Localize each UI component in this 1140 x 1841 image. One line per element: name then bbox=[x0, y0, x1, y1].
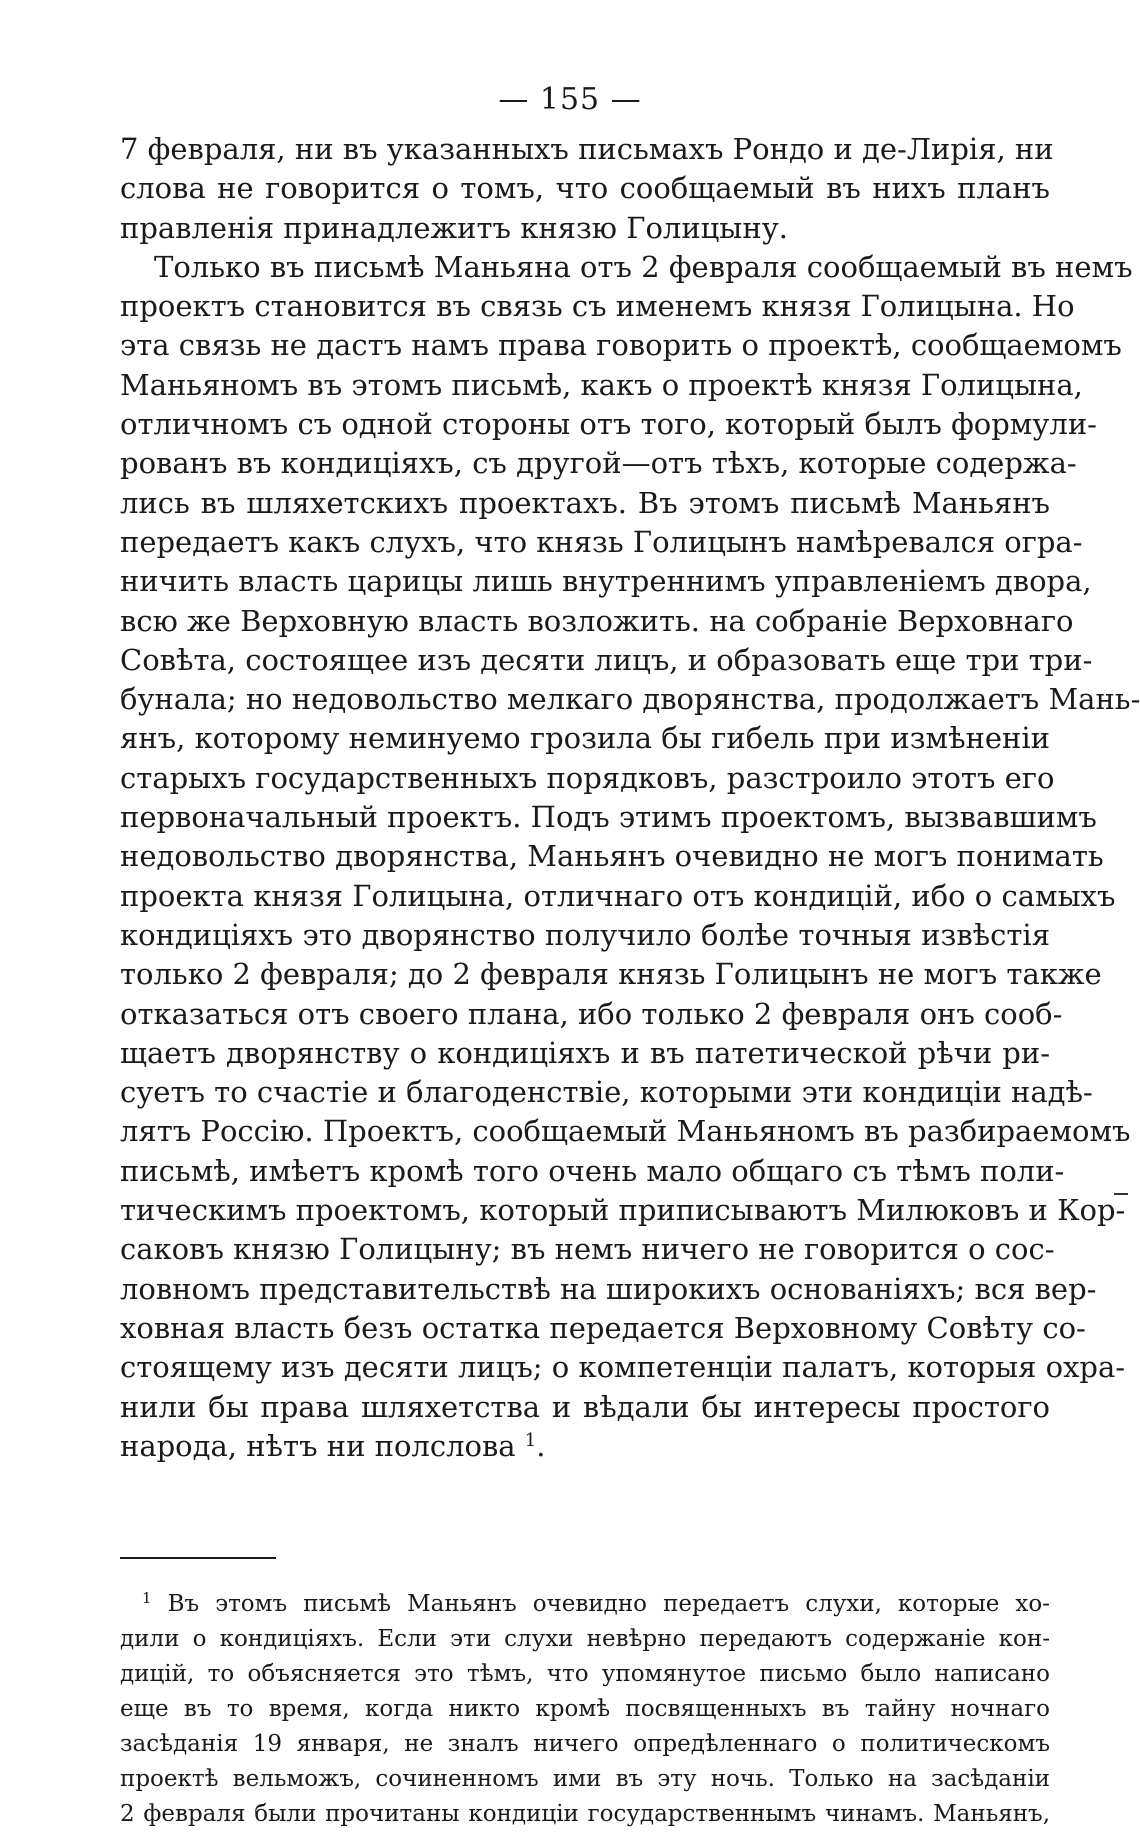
text-line: нили бы права шляхетства и вѣдали бы интересы простого bbox=[120, 1389, 1050, 1424]
main-text bbox=[120, 130, 1140, 1466]
text-line: отказаться отъ своего плана, ибо только 2 февраля онъ сооб- bbox=[120, 996, 1063, 1031]
text-line: 7 февраля, ни въ указанныхъ письмахъ Рондо и де-Лирія, ни bbox=[120, 132, 1054, 166]
text-line: передаетъ какъ слухъ, что князь Голицынъ намѣревался огра- bbox=[120, 524, 1083, 559]
text-line: отличномъ съ одной стороны отъ того, который былъ формули- bbox=[120, 407, 1097, 442]
text-line: старыхъ государственныхъ порядковъ, разстроило этотъ его bbox=[120, 760, 1055, 795]
text-line: эта связь не дастъ намъ права говорить о проектѣ, сообщаемомъ bbox=[120, 328, 1122, 363]
text-line: лятъ Россію. Проектъ, сообщаемый Маньяномъ въ разбираемомъ bbox=[120, 1114, 1131, 1149]
footnote-line-content: Въ этомъ письмѣ Маньянъ очевидно передаетъ слухи, которые хо- bbox=[167, 1591, 1051, 1617]
text-line: щаетъ дворянству о кондиціяхъ и въ патетической рѣчи ри- bbox=[120, 1035, 1050, 1070]
text-line: ловномъ представительствѣ на широкихъ основаніяхъ; вся вер- bbox=[120, 1271, 1097, 1306]
text-line: янъ, которому неминуемо грозила бы гибель при измѣненіи bbox=[120, 721, 1050, 756]
text-line: проекта князя Голицына, отличнаго отъ кондицій, ибо о самыхъ bbox=[120, 878, 1116, 913]
footnote bbox=[120, 1587, 1050, 1832]
text-line-last: народа, нѣтъ ни полслова $^1$. bbox=[120, 1428, 546, 1463]
page-number: — 155 — bbox=[498, 82, 642, 117]
text-line: недовольство дворянства, Маньянъ очевидно не могъ понимать bbox=[120, 839, 1104, 874]
text-line: рованъ въ кондиціяхъ, съ другой—отъ тѣхъ, которые содержа- bbox=[120, 446, 1077, 481]
text-line: проектъ становится въ связь съ именемъ князя Голицына. Но bbox=[120, 289, 1075, 324]
footnote-line: дицій, то объясняется это тѣмъ, что упомянутое письмо было написано bbox=[120, 1661, 1050, 1687]
text-line: ховная власть безъ остатка передается Верховному Совѣту со- bbox=[120, 1310, 1086, 1345]
margin-mark bbox=[1114, 1193, 1128, 1195]
text-line: Совѣта, состоящее изъ десяти лицъ, и образовать еще три три- bbox=[120, 642, 1093, 677]
text-line-content: народа, нѣтъ ни полслова bbox=[120, 1428, 516, 1463]
text-line: всю же Верховную власть возложить. на собраніе Верховнаго bbox=[120, 603, 1074, 638]
footnote-line: дили о кондиціяхъ. Если эти слухи невѣрно передаютъ содержаніе кон- bbox=[120, 1626, 1050, 1652]
footnote-line: еще въ то время, когда никто кромѣ посвященныхъ въ тайну ночнаго bbox=[120, 1696, 1050, 1722]
text-line: правленія принадлежитъ князю Голицыну. bbox=[120, 210, 788, 245]
text-line: слова не говорится о томъ, что сообщаемый въ нихъ планъ bbox=[120, 171, 1050, 206]
footnote-line: засѣданія 19 января, не зналъ ничего опредѣленнаго о политическомъ bbox=[120, 1731, 1050, 1757]
text-line: стоящему изъ десяти лицъ; о компетенціи палатъ, которыя охра- bbox=[120, 1350, 1126, 1385]
footnote-marker: 1 bbox=[142, 1589, 152, 1607]
text-line: первоначальный проектъ. Подъ этимъ проектомъ, вызвавшимъ bbox=[120, 800, 1097, 835]
footnote-line bbox=[120, 1587, 1050, 1622]
text-line: Маньяномъ въ этомъ письмѣ, какъ о проектѣ князя Голицына, bbox=[120, 367, 1083, 402]
footnote-reference[interactable]: 1 bbox=[524, 1429, 537, 1451]
text-line: тическимъ проектомъ, который приписываютъ Милюковъ и Кор- bbox=[120, 1193, 1126, 1228]
text-line: только 2 февраля; до 2 февраля князь Голицынъ не могъ также bbox=[120, 957, 1102, 992]
footnote-line: проектѣ вельможъ, сочиненномъ ими въ эту ночь. Только на засѣданіи bbox=[120, 1766, 1050, 1792]
text-line: кондиціяхъ это дворянство получило болѣе точныя извѣстія bbox=[120, 917, 1050, 952]
text-line: суетъ то счастіе и благоденствіе, которыми эти кондиціи надѣ- bbox=[120, 1075, 1093, 1110]
text-line: ничить власть царицы лишь внутреннимъ управленіемъ двора, bbox=[120, 564, 1092, 599]
text-line: бунала; но недовольство мелкаго дворянства, продолжаетъ Мань- bbox=[120, 682, 1140, 717]
text-line: саковъ князю Голицыну; въ немъ ничего не говорится о сос- bbox=[120, 1232, 1055, 1267]
text-line: лись въ шляхетскихъ проектахъ. Въ этомъ письмѣ Маньянъ bbox=[120, 485, 1050, 520]
footnote-line: 2 февраля были прочитаны кондиціи государственнымъ чинамъ. Маньянъ, bbox=[120, 1801, 1050, 1827]
text-line: Только въ письмѣ Маньяна отъ 2 февраля сообщаемый въ немъ bbox=[154, 249, 1133, 284]
text-line: письмѣ, имѣетъ кромѣ того очень мало общаго съ тѣмъ поли- bbox=[120, 1153, 1065, 1188]
footnote-divider bbox=[120, 1557, 276, 1559]
